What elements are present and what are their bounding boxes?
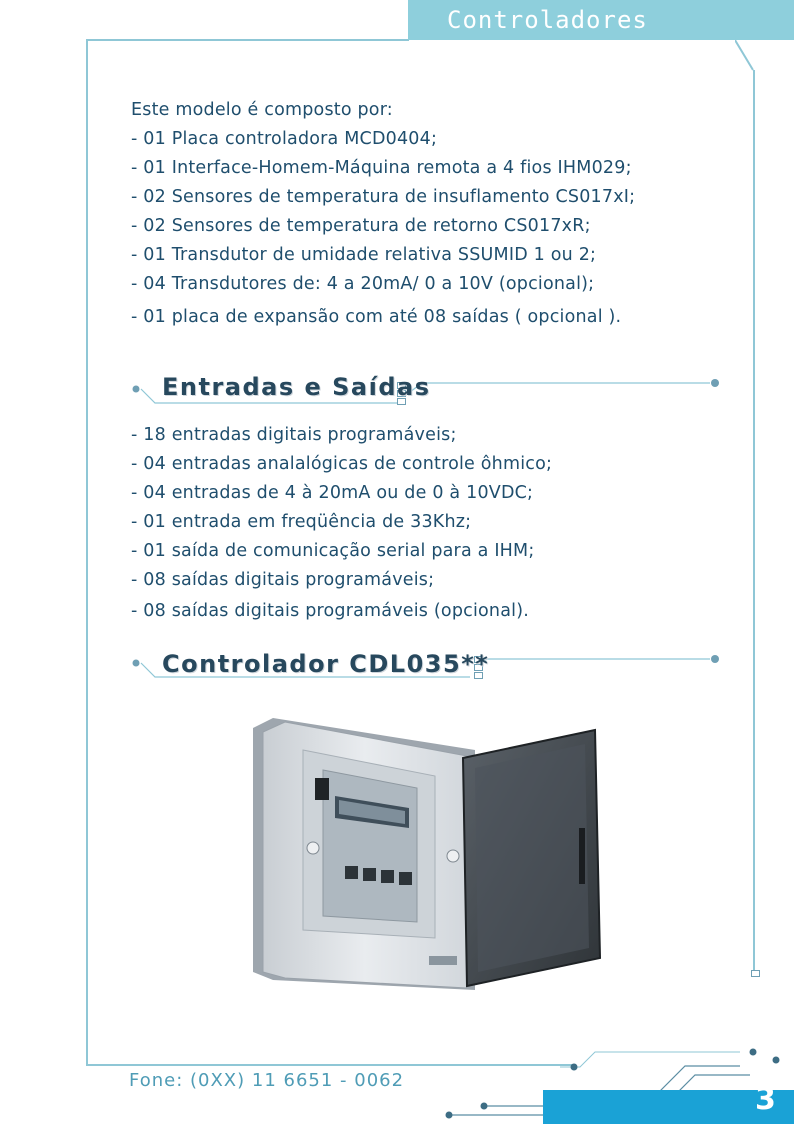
frame-end-marker-icon xyxy=(751,970,760,978)
intro-item: - 02 Sensores de temperatura de insuflamento CS017xI; xyxy=(131,187,636,207)
page-number: 3 xyxy=(755,1082,776,1117)
io-item: - 08 saídas digitais programáveis; xyxy=(131,570,435,590)
intro-item: - 01 Transdutor de umidade relativa SSUMID 1 ou 2; xyxy=(131,245,597,265)
section-title-entradas: Entradas e Saídas xyxy=(162,373,431,401)
io-item: - 08 saídas digitais programáveis (opcional). xyxy=(131,601,529,621)
intro-item: - 01 Interface-Homem-Máquina remota a 4 fios IHM029; xyxy=(131,158,632,178)
io-item: - 18 entradas digitais programáveis; xyxy=(131,425,457,445)
frame-right-line xyxy=(753,70,755,970)
footer-phone: Fone: (0XX) 11 6651 - 0062 xyxy=(129,1070,405,1091)
intro-item: - 01 Placa controladora MCD0404; xyxy=(131,129,438,149)
intro-item: - 02 Sensores de temperatura de retorno CS017xR; xyxy=(131,216,591,236)
section-title-controlador: Controlador CDL035** xyxy=(162,650,490,678)
header-title: Controladores xyxy=(447,6,648,34)
controller-cabinet-illustration xyxy=(245,710,615,995)
intro-heading: Este modelo é composto por: xyxy=(131,100,393,120)
io-item: - 01 saída de comunicação serial para a IHM; xyxy=(131,541,535,561)
io-item: - 01 entrada em freqüência de 33Khz; xyxy=(131,512,472,532)
intro-item: - 04 Transdutores de: 4 a 20mA/ 0 a 10V (opcional); xyxy=(131,274,595,294)
io-item: - 04 entradas de 4 à 20mA ou de 0 à 10VDC; xyxy=(131,483,534,503)
frame-left-line xyxy=(86,39,88,1066)
frame-corner xyxy=(735,38,757,72)
frame-top-line xyxy=(87,39,409,41)
intro-item: - 01 placa de expansão com até 08 saídas ( opcional ). xyxy=(131,307,622,327)
io-item: - 04 entradas analalógicas de controle ôhmico; xyxy=(131,454,553,474)
